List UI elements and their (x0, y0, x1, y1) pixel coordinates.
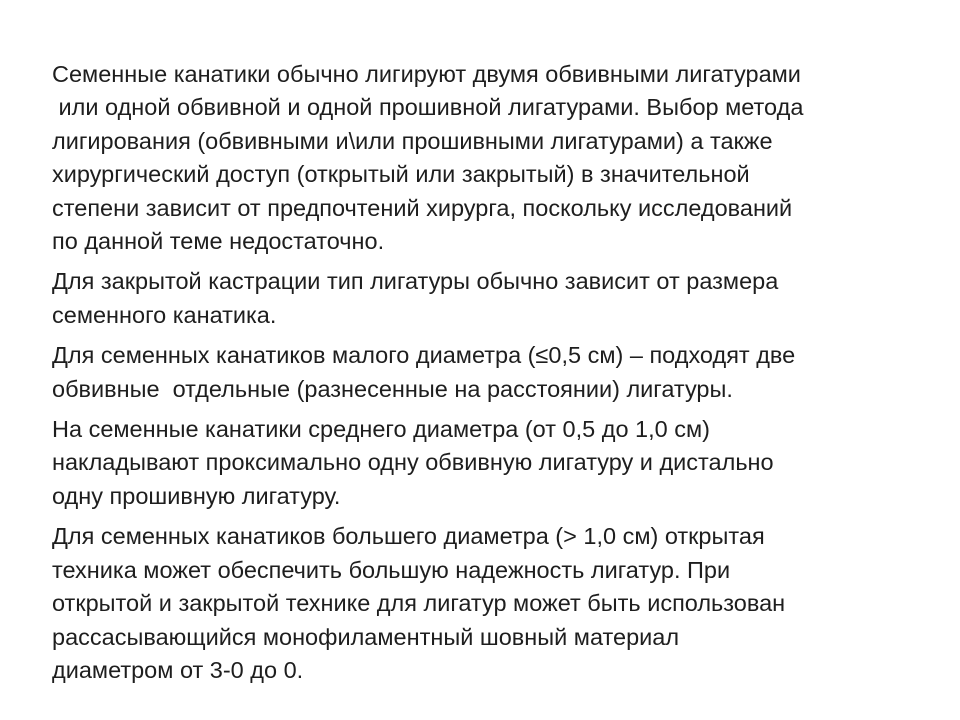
text-line: диаметром от 3-0 до 0. (52, 656, 304, 683)
paragraph-closed-castration (52, 265, 932, 332)
text-line: На семенные канатики среднего диаметра (от 0,5 до 1,0 см) (52, 416, 710, 443)
text-line: одну прошивную лигатуру. (52, 482, 341, 509)
text-line: хирургический доступ (открытый или закрытый) в значительной (52, 161, 750, 188)
text-line: накладывают проксимально одну обвивную лигатуру и дистально (52, 449, 774, 476)
text-line: Для семенных канатиков малого диаметра (≤0,5 см) – подходят две (52, 342, 796, 369)
text-line: обвивные отдельные (разнесенные на расстоянии) лигатуры. (52, 375, 733, 402)
text-line: семенного канатика. (52, 301, 277, 328)
text-line: степени зависит от предпочтений хирурга, поскольку исследований (52, 194, 793, 221)
paragraph-ligation-methods (52, 58, 932, 258)
text-line: или одной обвивной и одной прошивной лигатурами. Выбор метода (52, 94, 804, 121)
text-line: техника может обеспечить большую надежность лигатур. При (52, 556, 731, 583)
paragraph-small-diameter (52, 339, 932, 406)
text-line: Для закрытой кастрации тип лигатуры обычно зависит от размера (52, 268, 779, 295)
text-line: лигирования (обвивными и\или прошивными лигатурами) а также (52, 127, 773, 154)
text-line: Для семенных канатиков большего диаметра (> 1,0 см) открытая (52, 523, 765, 550)
text-line: рассасывающийся монофиламентный шовный материал (52, 623, 680, 650)
slide-body-text (52, 58, 932, 694)
text-line: открытой и закрытой технике для лигатур может быть использован (52, 590, 786, 617)
text-line: Семенные канатики обычно лигируют двумя обвивными лигатурами (52, 61, 801, 87)
paragraph-large-diameter (52, 520, 932, 687)
paragraph-medium-diameter (52, 413, 932, 513)
text-line: по данной теме недостаточно. (52, 228, 385, 255)
